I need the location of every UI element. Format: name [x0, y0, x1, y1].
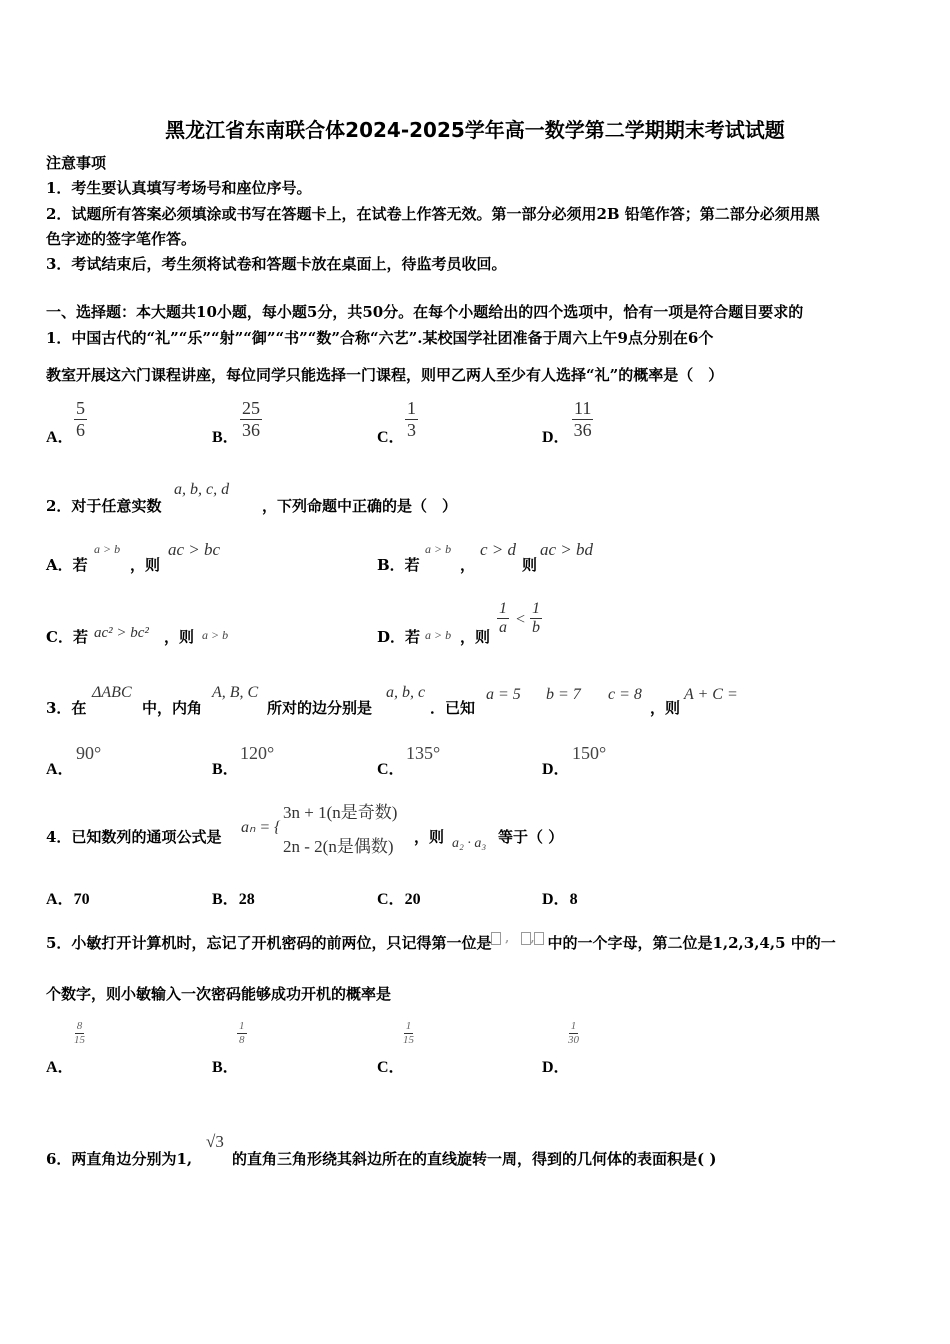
math: a > b — [94, 542, 121, 556]
math: √3 — [206, 1132, 224, 1151]
q4-option-b — [212, 886, 255, 909]
fraction — [74, 1020, 85, 1046]
q3-stem: 3．在 — [46, 699, 87, 717]
notice-item: 2．试题所有答案必须填涂或书写在答题卡上，在试卷上作答无效。第一部分必须用2B 铅笔作答；第二部分必须用黑 — [46, 205, 820, 223]
denominator: 15 — [74, 1033, 85, 1046]
math: ΔABC — [92, 684, 132, 701]
q3-option-d: D． — [542, 761, 570, 778]
label: A． — [46, 891, 74, 908]
denominator: 30 — [568, 1033, 579, 1046]
missing-glyph-icons: , , — [491, 932, 547, 945]
math: c > d — [480, 540, 517, 559]
q4-option-c — [377, 886, 421, 909]
q1-stem: 1．中国古代的“礼”“乐”“射”“御”“书”“数”合称“六艺”.某校国学社团准备于周六上午9点分别在6个 — [46, 329, 714, 347]
q3-option-c: C． — [377, 761, 405, 778]
text: ，则 — [130, 556, 161, 574]
math: a = 5 — [486, 686, 521, 703]
q1-option-a: A． — [46, 429, 74, 446]
fraction — [237, 1020, 247, 1046]
numerator: 1 — [570, 1020, 577, 1032]
value: 70 — [73, 891, 90, 908]
q2-option-b: B．若 — [377, 556, 420, 574]
q5-stem — [46, 932, 836, 953]
text: ．已知 — [430, 699, 476, 717]
q5-option-a: A． — [46, 1059, 74, 1076]
math: < — [515, 611, 526, 628]
q2-stem-tail: ，下列命题中正确的是（ ） — [262, 497, 458, 515]
notice-item: 3．考试结束后，考生须将试卷和答题卡放在桌面上，待监考员收回。 — [46, 255, 507, 273]
q1-option-b: B． — [212, 429, 239, 446]
q1-option-d-fraction — [572, 398, 593, 440]
numerator: 1 — [407, 398, 416, 418]
q2-option-c: C．若 — [46, 628, 88, 646]
fraction — [530, 600, 542, 638]
option-value: 90° — [76, 743, 102, 763]
value: 8 — [569, 891, 578, 908]
q2-stem: 2．对于任意实数 — [46, 497, 162, 515]
fraction — [403, 1020, 414, 1046]
q1-option-b-fraction — [240, 398, 262, 440]
math: aₙ = { — [241, 819, 281, 836]
denominator: a — [499, 619, 507, 637]
numerator: 1 — [530, 600, 542, 619]
q1-option-c: C． — [377, 429, 405, 446]
numerator: 1 — [239, 1020, 245, 1032]
q5-option-d: D． — [542, 1059, 570, 1076]
notice-heading: 注意事项 — [46, 154, 107, 172]
q4-stem: 4．已知数列的通项公式是 — [46, 828, 222, 846]
text: 等于（ ） — [498, 828, 564, 846]
numerator: 11 — [574, 398, 592, 418]
label: B． — [212, 891, 239, 908]
numerator: 1 — [497, 600, 509, 619]
q5-stem: 个数字，则小敏输入一次密码能够成功开机的概率是 — [46, 985, 392, 1003]
q1-stem: 教室开展这六门课程讲座，每位同学只能选择一门课程，则甲乙两人至少有人选择“礼”的概率是（ ） — [46, 366, 724, 384]
q6-stem: 6．两直角边分别为1, — [46, 1150, 193, 1168]
value: 28 — [238, 891, 255, 908]
math: ac > bc — [168, 540, 221, 559]
math: c = 8 — [608, 686, 642, 703]
math: a > b — [202, 628, 229, 642]
numerator: 8 — [76, 1020, 83, 1032]
option-value: 150° — [572, 743, 607, 763]
math: ac² > bc² — [94, 625, 149, 641]
q2-option-a: A．若 — [46, 556, 88, 574]
math: b = 7 — [546, 686, 581, 703]
label: C． — [377, 891, 405, 908]
q5-option-c: C． — [377, 1059, 405, 1076]
math: a > b — [425, 542, 452, 556]
numerator: 5 — [76, 398, 85, 418]
notice-item: 色字迹的签字笔作答。 — [46, 230, 197, 248]
q1-option-a-fraction — [74, 398, 87, 440]
fraction — [568, 1020, 579, 1046]
value: 20 — [404, 891, 421, 908]
label: D． — [542, 891, 570, 908]
math: a > b — [425, 628, 452, 642]
option-value: 120° — [240, 743, 275, 763]
text: ，则 — [414, 828, 445, 846]
q3-option-b: B． — [212, 761, 239, 778]
text: ，则 — [164, 628, 195, 646]
text: ，则 — [460, 628, 491, 646]
math: a, b, c — [386, 684, 426, 701]
text: ，则 — [650, 699, 681, 717]
q4-option-a — [46, 886, 90, 909]
text: 中，内角 — [142, 699, 203, 717]
math: A + C = — [684, 686, 738, 703]
denominator: 36 — [573, 419, 592, 440]
math: a₂ · a₃ — [452, 836, 487, 851]
text: 中的一个字母，第二位是1,2,3,4,5 中的一 — [547, 934, 836, 952]
text: 所对的边分别是 — [267, 699, 373, 717]
q2-vars: a, b, c, d — [174, 481, 230, 498]
q6-stem-tail: 的直角三角形绕其斜边所在的直线旋转一周，得到的几何体的表面积是( ) — [232, 1150, 717, 1168]
math: ac > bd — [540, 540, 594, 559]
math: 3n + 1(n是奇数) — [283, 803, 398, 822]
denominator: b — [532, 619, 540, 637]
numerator: 25 — [242, 398, 260, 418]
page-title: 黑龙江省东南联合体2024-2025学年高一数学第二学期期末考试试题 — [165, 118, 785, 142]
q5-option-b: B． — [212, 1059, 239, 1076]
q4-option-d — [542, 886, 578, 909]
text: ， — [460, 556, 476, 574]
q1-option-d: D． — [542, 429, 570, 446]
math: A, B, C — [212, 684, 259, 701]
q1-option-c-fraction — [405, 398, 418, 440]
denominator: 3 — [407, 419, 416, 440]
notice-item: 1．考生要认真填写考场号和座位序号。 — [46, 179, 312, 197]
denominator: 36 — [242, 419, 260, 440]
text: 则 — [522, 556, 538, 574]
math: 2n - 2(n是偶数) — [283, 837, 394, 856]
section-heading: 一、选择题：本大题共10小题，每小题5分，共50分。在每个小题给出的四个选项中，恰有一项是符合题目要求的 — [46, 303, 804, 321]
q2-option-d: D．若 — [377, 628, 421, 646]
option-value: 135° — [406, 743, 441, 763]
numerator: 1 — [405, 1020, 412, 1032]
text: 5．小敏打开计算机时，忘记了开机密码的前两位，只记得第一位是 — [46, 934, 492, 952]
fraction — [497, 600, 509, 638]
denominator: 8 — [239, 1033, 245, 1046]
denominator: 15 — [403, 1033, 414, 1046]
q3-option-a: A． — [46, 761, 74, 778]
denominator: 6 — [76, 419, 85, 440]
